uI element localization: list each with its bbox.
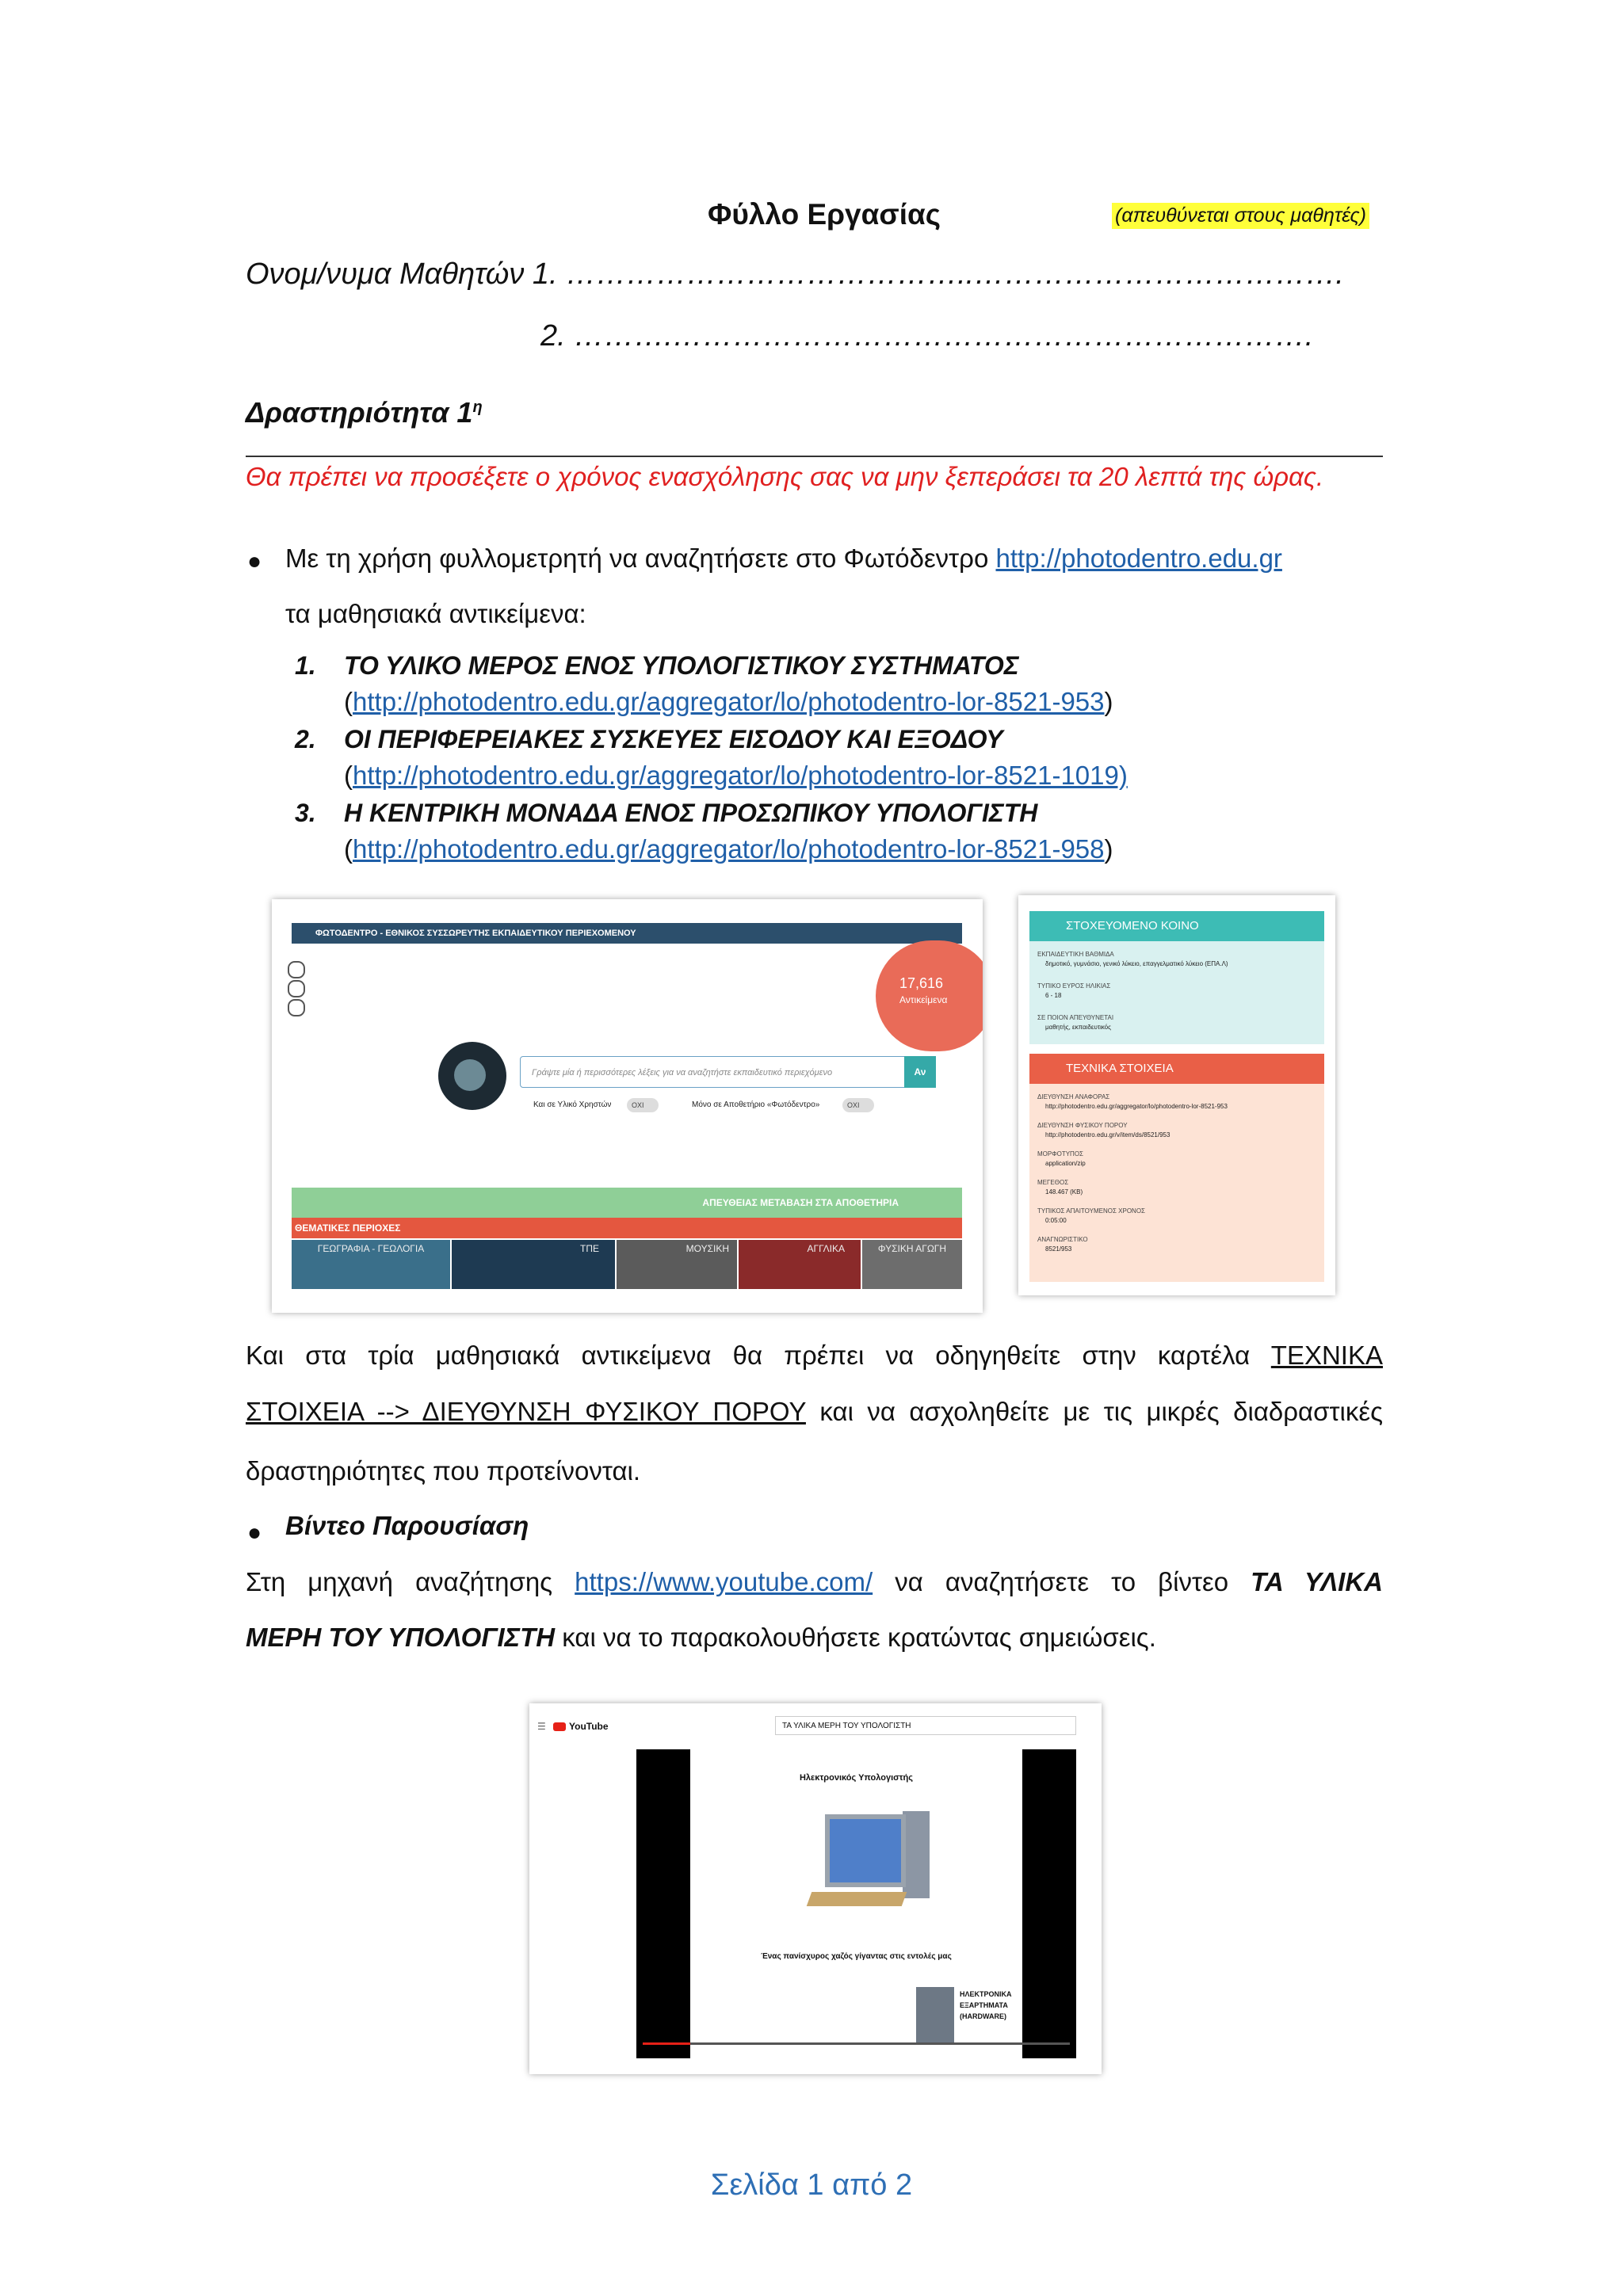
technical-tab-ref: ΤΕΧΝΙΚΑ (1270, 1341, 1383, 1370)
frame-title: Ηλεκτρονικός Υπολογιστής (799, 1773, 913, 1783)
intro-line (285, 531, 1282, 586)
item-url-line (344, 687, 1113, 717)
monitor-icon (825, 1814, 906, 1887)
thematic-areas-bar[interactable]: ΘΕΜΑΤΙΚΕΣ ΠΕΡΙΟΧΕΣ (292, 1218, 962, 1238)
activity-heading-sup: η (472, 399, 483, 416)
info-value: application/zip (1045, 1160, 1086, 1167)
tile-ict[interactable]: ΤΠΕ (452, 1240, 615, 1289)
info-value: μαθητής, εκπαιδευτικός (1045, 1024, 1111, 1031)
progress-fill (643, 2042, 690, 2045)
technical-details-box (1029, 1084, 1324, 1282)
video-line-1 (246, 1567, 1383, 1597)
object-count: 17,616 (899, 975, 944, 991)
option-user-material: Και σε Υλικό Χρηστών (533, 1100, 612, 1109)
hardware-label (960, 1989, 1012, 2022)
item-title: ΟΙ ΠΕΡΙΦΕΡΕΙΑΚΕΣ ΣΥΣΚΕΥΕΣ ΕΙΣΟΔΟΥ ΚΑΙ ΕΞΟΔΟΥ (344, 725, 1003, 753)
paren-close: ) (1104, 687, 1113, 716)
tile-geography[interactable]: ΓΕΩΓΡΑΦΙΑ - ΓΕΩΛΟΓΙΑ (292, 1240, 450, 1289)
video-heading: Βίντεο Παρουσίαση (285, 1511, 529, 1540)
photodentro-logo (438, 1042, 506, 1110)
video-frame (690, 1749, 1022, 2058)
learning-object-info-screenshot (1018, 895, 1335, 1295)
info-value: 0:05:00 (1045, 1217, 1067, 1224)
menu-icon[interactable]: ☰ (537, 1721, 546, 1732)
toggle-repository-only[interactable]: ΟΧΙ (842, 1098, 874, 1112)
list-item (295, 651, 316, 681)
youtube-play-icon (553, 1722, 566, 1731)
tile-physical-education[interactable]: ΦΥΣΙΚΗ ΑΓΩΓΗ (862, 1240, 962, 1289)
info-key: ΑΝΑΓΝΩΡΙΣΤΙΚΟ (1037, 1236, 1088, 1243)
info-key: ΔΙΕΥΘΥΝΣΗ ΦΥΣΙΚΟΥ ΠΟΡΟΥ (1037, 1122, 1128, 1129)
toggle-user-material[interactable]: ΟΧΙ (627, 1098, 659, 1112)
students-line-1: Ονομ/νυμα Μαθητών 1. …………………………………..………………………………. (246, 257, 1344, 291)
info-value: 148.467 (KB) (1045, 1188, 1083, 1196)
info-value: 8521/953 (1045, 1245, 1072, 1253)
youtube-search-input[interactable]: ΤΑ ΥΛΙΚΑ ΜΕΡΗ ΤΟΥ ΥΠΟΛΟΓΙΣΤΗ (775, 1716, 1076, 1735)
bullet-icon: ● (247, 548, 262, 574)
info-key: ΣΕ ΠΟΙΟΝ ΑΠΕΥΘΥΝΕΤΑΙ (1037, 1014, 1114, 1021)
divider (246, 456, 1383, 457)
info-key: ΕΚΠΑΙΔΕΥΤΙΚΗ ΒΑΘΜΙΔΑ (1037, 951, 1114, 958)
item-url-line (344, 834, 1113, 864)
site-header-bar: ΦΩΤΟΔΕΝΤΡΟ - ΕΘΝΙΚΟΣ ΣΥΣΣΩΡΕΥΤΗΣ ΕΚΠΑΙΔΕΥΤΙΚΟΥ ΠΕΡΙΕΧΟΜΕΝΟΥ (292, 923, 962, 944)
item-number: 2. (295, 725, 316, 753)
paren-open: ( (344, 761, 353, 790)
info-key: ΤΥΠΙΚΟ ΕΥΡΟΣ ΗΛΙΚΙΑΣ (1037, 982, 1111, 990)
info-value: 6 - 18 (1045, 992, 1062, 999)
option-repository-only: Μόνο σε Αποθετήριο «Φωτόδεντρο» (692, 1100, 820, 1109)
video-text: Στη μηχανή αναζήτησης (246, 1567, 575, 1596)
hardware-label-3: (HARDWARE) (960, 2012, 1006, 2020)
audience-note: (απευθύνεται στους μαθητές) (1112, 203, 1369, 229)
hardware-label-1: ΗΛΕΚΤΡΟΝΙΚΑ (960, 1990, 1012, 1998)
item-title: ΤΟ ΥΛΙΚΟ ΜΕΡΟΣ ΕΝΟΣ ΥΠΟΛΟΓΙΣΤΙΚΟΥ ΣΥΣΤΗΜΑΤΟΣ (344, 651, 1019, 680)
object-count-label: Αντικείμενα (899, 994, 948, 1005)
list-item (295, 725, 316, 754)
youtube-link[interactable]: https://www.youtube.com/ (575, 1567, 873, 1596)
circle-icon (288, 961, 305, 978)
info-key: ΜΟΡΦΟΤΥΠΟΣ (1037, 1150, 1083, 1158)
paren-open: ( (344, 687, 353, 716)
video-text: και να το παρακολουθήσετε κρατώντας σημειώσεις. (555, 1623, 1156, 1652)
info-key: ΜΕΓΕΘΟΣ (1037, 1179, 1069, 1186)
computer-tower-icon (903, 1811, 930, 1898)
list-item (295, 799, 316, 828)
frame-caption: Ένας πανίσχυρος χαζός γίγαντας στις εντολές μας (761, 1952, 952, 1961)
item-number: 3. (295, 799, 316, 827)
resource-address-ref: ΣΤΟΙΧΕΙΑ --> ΔΙΕΥΘΥΝΣΗ ΦΥΣΙΚΟΥ ΠΟΡΟΥ (246, 1397, 806, 1426)
item-title: Η ΚΕΝΤΡΙΚΗ ΜΟΝΑΔΑ ΕΝΟΣ ΠΡΟΣΩΠΙΚΟΥ ΥΠΟΛΟΓΙΣΤΗ (344, 799, 1038, 827)
instructions-text: Και στα τρία μαθησιακά αντικείμενα θα πρέπει να οδηγηθείτε στην καρτέλα (246, 1341, 1271, 1370)
hardware-label-2: ΕΞΑΡΤΗΜΑΤΑ (960, 2001, 1008, 2009)
video-title-part-1: ΤΑ ΥΛΙΚΑ (1251, 1567, 1383, 1596)
search-input[interactable]: Γράψτε μία ή περισσότερες λέξεις για να αναζητήστε εκπαιδευτικό περιεχόμενο (520, 1056, 908, 1088)
item-number: 1. (295, 651, 316, 680)
paren-close: ) (1104, 834, 1113, 864)
instructions-text: και να ασχοληθείτε με τις μικρές διαδραστικές (805, 1397, 1383, 1426)
tile-english[interactable]: ΑΓΓΛΙΚΑ (739, 1240, 861, 1289)
instructions-line-1 (246, 1341, 1383, 1371)
info-key: ΤΥΠΙΚΟΣ ΑΠΑΙΤΟΥΜΕΝΟΣ ΧΡΟΝΟΣ (1037, 1207, 1145, 1215)
item-url-line (344, 761, 1128, 791)
activity-heading-text: Δραστηριότητα 1 (246, 396, 473, 429)
bullet-icon: ● (247, 1520, 262, 1546)
youtube-screenshot (529, 1703, 1102, 2074)
info-value[interactable]: http://photodentro.edu.gr/v/item/ds/8521/953 (1045, 1131, 1170, 1138)
tile-music[interactable]: ΜΟΥΣΙΚΗ (617, 1240, 737, 1289)
intro-text: Με τη χρήση φυλλομετρητή να αναζητήσετε στο Φωτόδεντρο (285, 543, 996, 573)
worksheet-title: Φύλλο Εργασίας (708, 198, 941, 231)
info-value: δημοτικό, γυμνάσιο, γενικό λύκειο, επαγγελματικό λύκειο (ΕΠΑ.Λ) (1045, 960, 1228, 967)
search-button[interactable]: Αν (904, 1056, 936, 1088)
repositories-bar[interactable]: ΑΠΕΥΘΕΙΑΣ ΜΕΤΑΒΑΣΗ ΣΤΑ ΑΠΟΘΕΤΗΡΙΑ (292, 1188, 962, 1218)
paren-open: ( (344, 834, 353, 864)
instructions-line-3: δραστηριότητες που προτείνονται. (246, 1456, 641, 1486)
circle-icon (288, 980, 305, 997)
video-text: να αναζητήσετε το βίντεο (873, 1567, 1251, 1596)
photodentro-link[interactable]: http://photodentro.edu.gr (995, 543, 1282, 573)
info-key: ΔΙΕΥΘΥΝΣΗ ΑΝΑΦΟΡΑΣ (1037, 1093, 1110, 1100)
instructions-line-2 (246, 1397, 1383, 1427)
activity-heading (246, 396, 483, 429)
item-link[interactable]: http://photodentro.edu.gr/aggregator/lo/photodentro-lor-8521-1019) (353, 761, 1128, 790)
photodentro-homepage-screenshot (272, 899, 983, 1313)
video-player[interactable] (636, 1749, 1076, 2058)
circle-icon (288, 999, 305, 1016)
item-link[interactable]: http://photodentro.edu.gr/aggregator/lo/photodentro-lor-8521-958 (353, 834, 1105, 864)
video-title-part-2: ΜΕΡΗ ΤΟΥ ΥΠΟΛΟΓΙΣΤΗ (246, 1623, 556, 1652)
hardware-devices-icon (916, 1987, 954, 2042)
youtube-logo-text: YouTube (569, 1721, 609, 1732)
time-warning: Θα πρέπει να προσέξετε ο χρόνος ενασχόλησης σας να μην ξεπεράσει τα 20 λεπτά της ώρας. (246, 462, 1324, 491)
progress-bar[interactable] (643, 2042, 1070, 2045)
object-count-badge (876, 940, 983, 1051)
item-link[interactable]: http://photodentro.edu.gr/aggregator/lo/photodentro-lor-8521-953 (353, 687, 1105, 716)
video-line-2 (246, 1623, 1156, 1653)
page-number: Σελίδα 1 από 2 (710, 2168, 913, 2202)
target-audience-header: ΣΤΟΧΕΥΟΜΕΝΟ ΚΟΙΝΟ (1029, 911, 1324, 941)
technical-details-header[interactable]: ΤΕΧΝΙΚΑ ΣΤΟΙΧΕΙΑ (1029, 1054, 1324, 1084)
keyboard-icon (807, 1892, 907, 1906)
youtube-logo[interactable] (553, 1721, 609, 1732)
students-line-2: 2. ……….………………………………………………………. (540, 319, 1314, 353)
intro-line-2: τα μαθησιακά αντικείμενα: (285, 599, 586, 628)
info-value[interactable]: http://photodentro.edu.gr/aggregator/lo/photodentro-lor-8521-953 (1045, 1103, 1228, 1110)
